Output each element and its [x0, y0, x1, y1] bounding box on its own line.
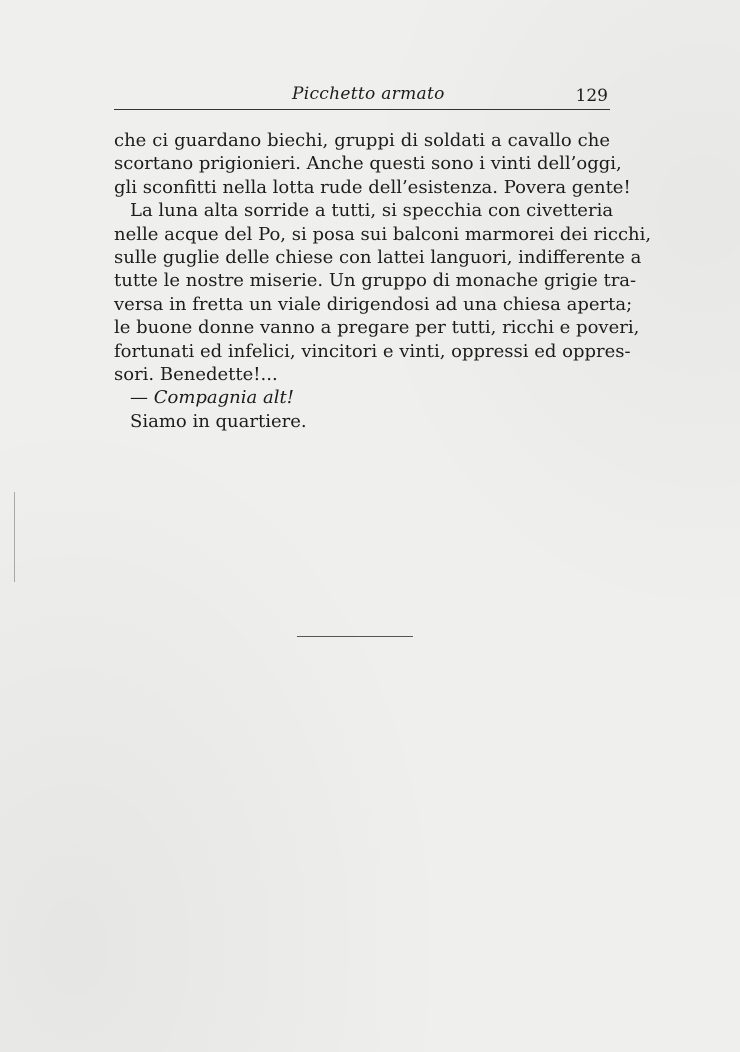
- page-number: 129: [575, 86, 608, 106]
- text-line: versa in fretta un viale dirigendosi ad una chiesa aperta;: [114, 293, 633, 315]
- text-line: scortano prigionieri. Anche questi sono i vinti dell’oggi,: [114, 153, 622, 175]
- section-end-rule: [297, 636, 413, 637]
- text-line: le buone donne vanno a pregare per tutti, ricchi e poveri,: [114, 317, 640, 339]
- text-line: nelle acque del Po, si posa sui balconi marmorei dei ricchi,: [114, 223, 652, 245]
- text-line: gli sconfitti nella lotta rude dell’esistenza. Povera gente!: [114, 176, 631, 198]
- running-head: [114, 84, 610, 110]
- body-text: [114, 129, 652, 433]
- dialogue-line: — Compagnia alt!: [130, 387, 294, 409]
- text-line: fortunati ed infelici, vincitori e vinti, oppressi ed oppres-: [114, 340, 631, 362]
- text-line: sulle guglie delle chiese con lattei languori, indifferente a: [114, 246, 642, 268]
- text-line: sori. Benedette!...: [114, 363, 278, 385]
- text-line: tutte le nostre miserie. Un gruppo di monache grigie tra-: [114, 270, 637, 292]
- header-rule: [114, 109, 610, 110]
- margin-mark: [14, 492, 25, 582]
- text-line: che ci guardano biechi, gruppi di soldati a cavallo che: [114, 130, 610, 151]
- running-title: Picchetto armato: [292, 84, 445, 104]
- text-line: La luna alta sorride a tutti, si specchia con civetteria: [130, 200, 614, 222]
- text-line: Siamo in quartiere.: [130, 410, 307, 432]
